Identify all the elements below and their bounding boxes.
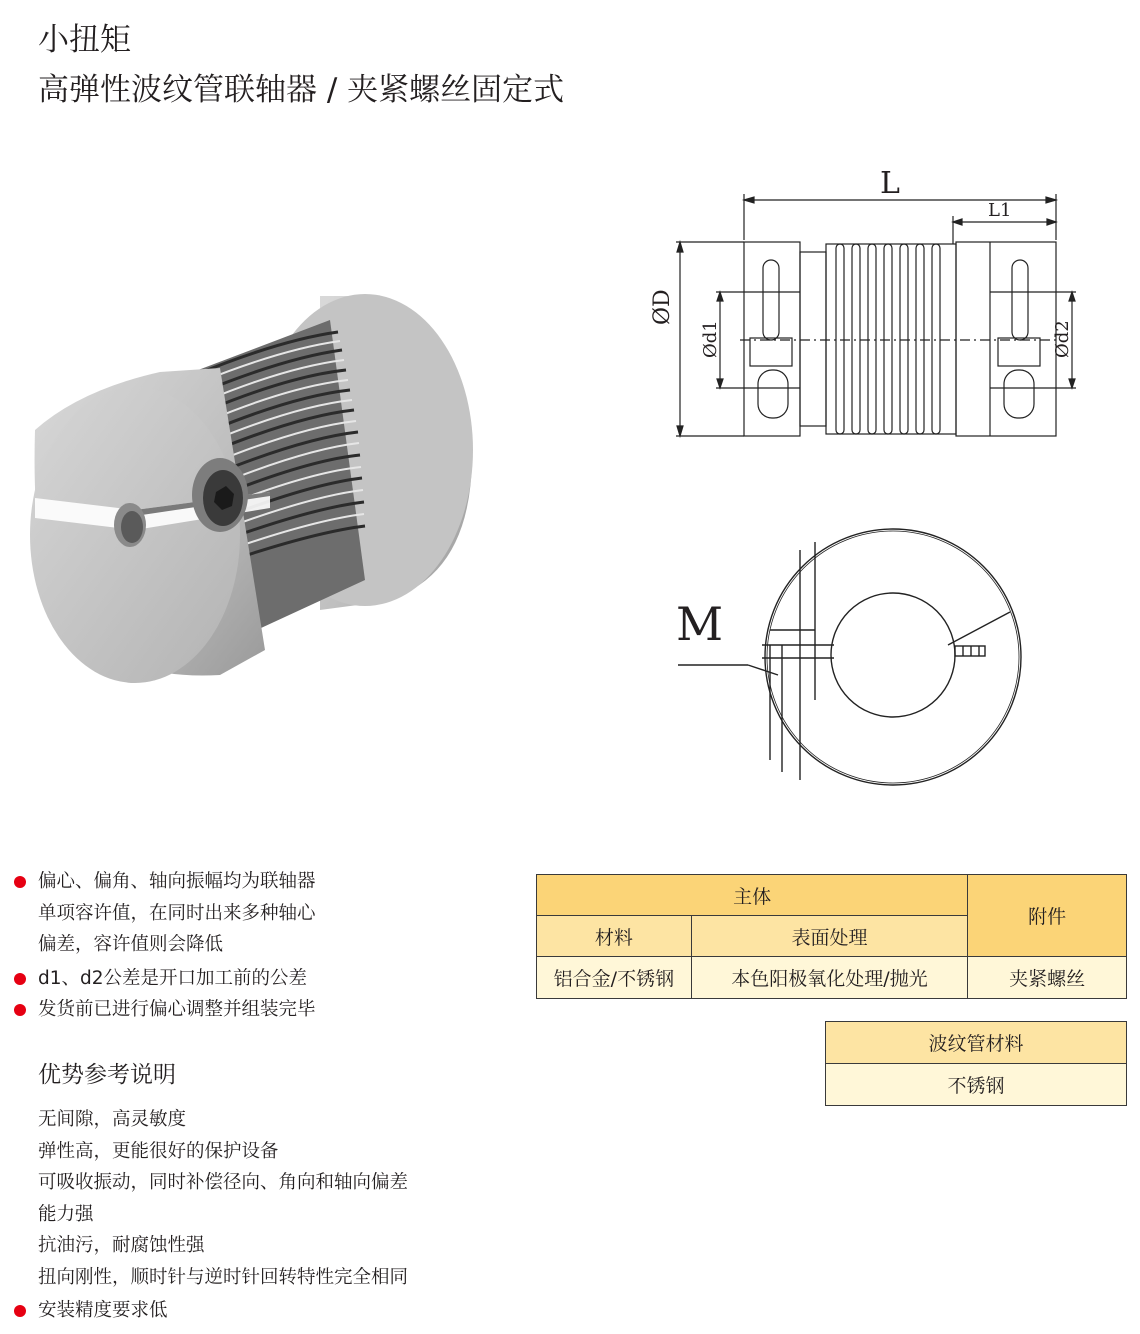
accessory-value: 夹紧螺丝 (968, 957, 1127, 999)
material-value: 铝合金/不锈钢 (537, 957, 692, 999)
red-dot-icon (14, 1004, 26, 1016)
bullet-text: 偏心、偏角、轴向振幅均为联轴器 单项容许值，在同时出来多种轴心 偏差，容许值则会降低 (38, 871, 316, 955)
main-body-header: 主体 (537, 875, 968, 916)
surface-col-header: 表面处理 (691, 916, 968, 957)
feature-bullets (14, 866, 484, 1026)
accessory-header: 附件 (968, 875, 1127, 957)
advantage-item: 弹性高，更能很好的保护设备 (38, 1140, 279, 1162)
bullet-item (14, 866, 484, 961)
advantages-title: 优势参考说明 (38, 1062, 176, 1088)
dim-label-D: ØD (650, 289, 675, 325)
page-subtitle: 高弹性波纹管联轴器 / 夹紧螺丝固定式 (38, 72, 565, 108)
page-title: 小扭矩 (38, 22, 131, 58)
dim-label-L: L (880, 166, 900, 201)
advantage-item: 无间隙，高灵敏度 (38, 1109, 187, 1130)
advantage-item: 扭向刚性，顺时针与逆时针回转特性完全相同 (38, 1266, 409, 1288)
side-view-drawing (640, 160, 1100, 450)
bullet-text: 发货前已进行偏心调整并组装完毕 (38, 999, 316, 1020)
bullet-text: 安装精度要求低 (38, 1300, 168, 1321)
advantages-list (38, 1104, 408, 1293)
bullet-item (14, 963, 484, 995)
bullet-item (14, 994, 484, 1026)
bullet-text: d1、d2公差是开口加工前的公差 (38, 967, 308, 989)
bellows-material-value: 不锈钢 (826, 1064, 1127, 1106)
material-col-header: 材料 (537, 916, 692, 957)
bullet-item (14, 1295, 168, 1327)
red-dot-icon (14, 876, 26, 888)
bellows-material-header: 波纹管材料 (826, 1022, 1127, 1064)
bellows-material-table (825, 1021, 1127, 1106)
red-dot-icon (14, 973, 26, 985)
advantage-item: 能力强 (38, 1203, 94, 1225)
end-view-drawing (670, 520, 1040, 810)
coupling-product-image (20, 280, 490, 690)
advantage-item: 可吸收振动，同时补偿径向、角向和轴向偏差 (38, 1172, 409, 1193)
dim-label-M: M (676, 597, 724, 651)
dim-label-L1: L1 (988, 200, 1012, 221)
advantage-item: 抗油污，耐腐蚀性强 (38, 1235, 205, 1256)
red-dot-icon (14, 1305, 26, 1317)
surface-value: 本色阳极氧化处理/抛光 (691, 957, 968, 999)
material-table (536, 874, 1127, 999)
dim-label-d2: Ød2 (1052, 320, 1073, 358)
dim-label-d1: Ød1 (700, 320, 721, 358)
